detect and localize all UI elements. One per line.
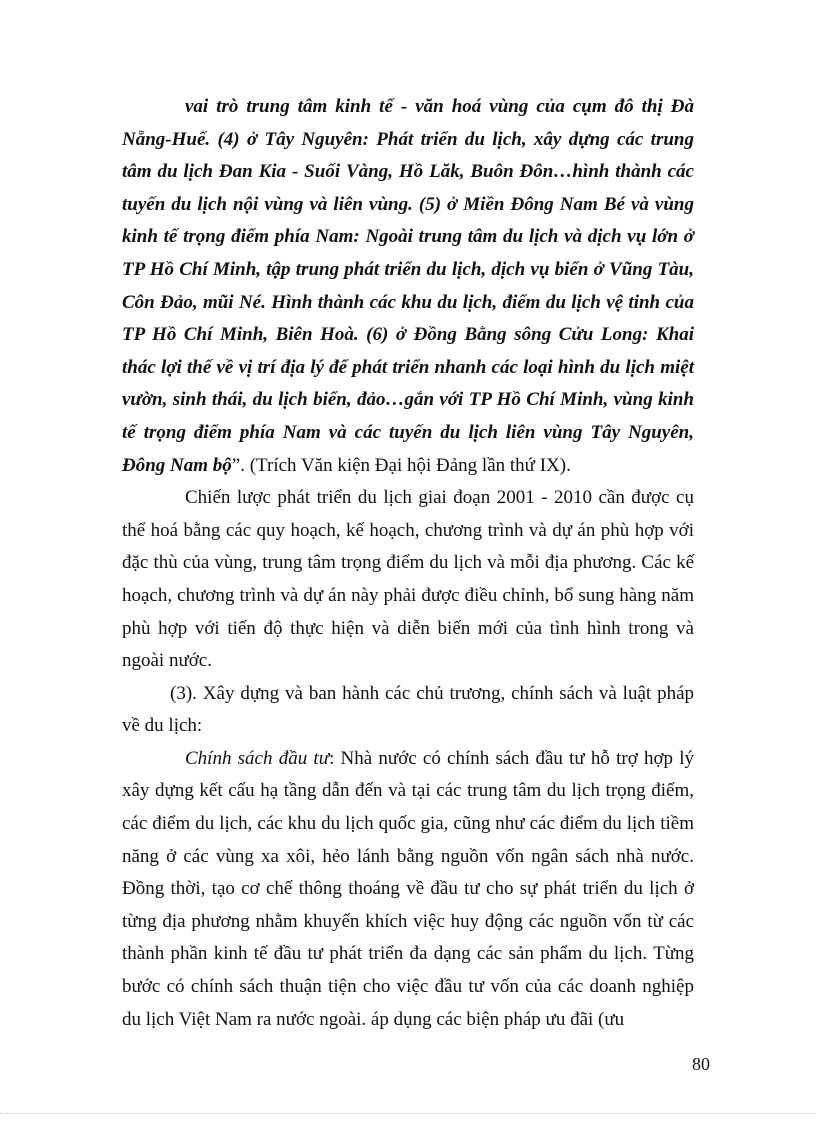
page-number: 80	[692, 1054, 710, 1074]
investment-text: : Nhà nước có chính sách đầu tư hỗ trợ hợp lý xây dựng kết cấu hạ tầng dẫn đến và tại các trung tâm du lịch trọng điểm, các điểm du lịch, các khu du lịch quốc gia, cũng như các điểm du lịch tiềm năng ở các vùng xa xôi, hẻo lánh bằng nguồn vốn ngân sách nhà nước. Đồng thời, tạo cơ chế thông thoáng về đầu tư cho sự phát triển du lịch ở từng địa phương nhằm khuyến khích việc huy động các nguồn vốn từ các thành phần kinh tế đầu tư phát triển đa dạng các sản phẩm du lịch. Từng bước có chính sách thuận tiện cho việc đầu tư vốn của các doanh nghiệp du lịch Việt Nam ra nước ngoài. áp dụng các biện pháp ưu đãi (ưu	[122, 747, 695, 1030]
section-heading: (3). Xây dựng và ban hành các chủ trương, chính sách và luật pháp về du lịch:	[122, 682, 694, 737]
investment-paragraph	[122, 743, 694, 1036]
strategy-paragraph: Chiến lược phát triển du lịch giai đoạn 2001 - 2010 cần được cụ thể hoá bằng các quy hoạch, kế hoạch, chương trình và dự án phù hợp với đặc thù của vùng, trung tâm trọng điểm du lịch và mỗi địa phương. Các kế hoạch, chương trình và dự án này phải được điều chỉnh, bổ sung hàng năm phù hợp với tiến độ thực hiện và diễn biến mới của tình hình trong và ngoài nước.	[122, 487, 694, 672]
investment-label: Chính sách đầu tư	[185, 747, 330, 769]
quote-paragraph	[122, 91, 694, 482]
quote-citation: ”. (Trích Văn kiện Đại hội Đảng lần thứ IX).	[231, 454, 571, 476]
bottom-divider	[0, 1113, 816, 1114]
body-text	[122, 91, 694, 1036]
quote-italic-text: vai trò trung tâm kinh tế - văn hoá vùng của cụm đô thị Đà Nẵng-Huế. (4) ở Tây Nguyên: Phát triển du lịch, xây dựng các trung tâm du lịch Đan Kia - Suối Vàng, Hồ Lăk, Buôn Đôn…hình thành các tuyến du lịch nội vùng và liên vùng. (5) ở Miền Đông Nam Bé và vùng kinh tế trọng điểm phía Nam: Ngoài trung tâm du lịch và dịch vụ lớn ở TP Hồ Chí Minh, tập trung phát triển du lịch, dịch vụ biển ở Vũng Tàu, Côn Đảo, mũi Né. Hình thành các khu du lịch, điểm du lịch vệ tinh của TP Hồ Chí Minh, Biên Hoà. (6) ở Đồng Bằng sông Cửu Long: Khai thác lợi thế về vị trí địa lý để phát triển nhanh các loại hình du lịch miệt vườn, sinh thái, du lịch biển, đảo…gắn với TP Hồ Chí Minh, vùng kinh tế trọng điểm phía Nam và các tuyến du lịch liên vùng Tây Nguyên, Đông Nam bộ	[122, 96, 694, 476]
